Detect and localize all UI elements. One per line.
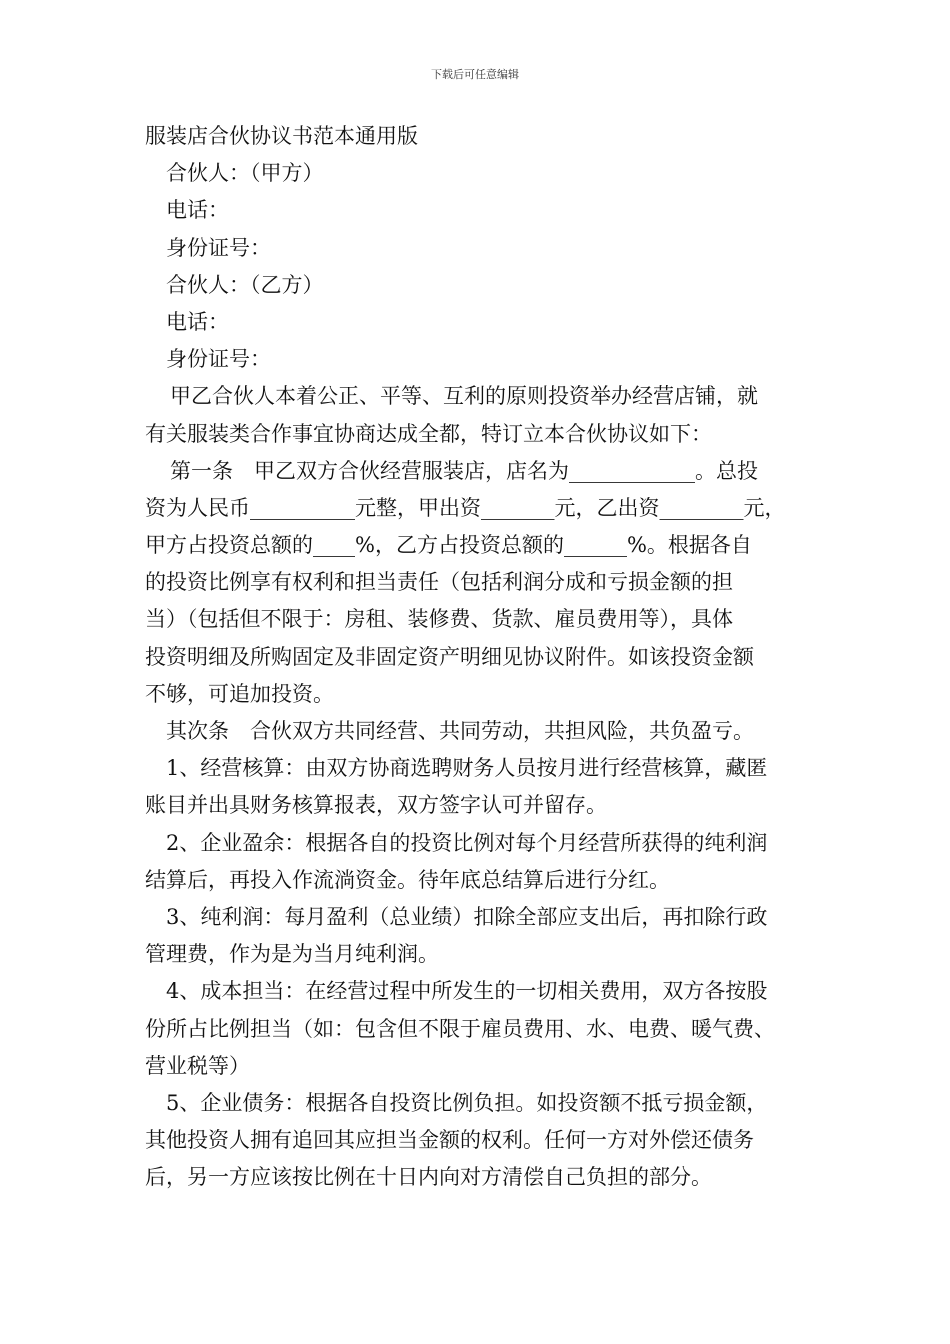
- article-1-line: 当）（包括但不限于：房租、装修费、货款、雇员费用等），具体: [145, 607, 733, 632]
- partner-b-label: 合伙人：（乙方）: [166, 272, 324, 297]
- partner-a-phone: 电话：: [166, 198, 229, 223]
- document-title: 服装店合伙协议书范本通用版: [145, 124, 418, 148]
- article-1-line: 投资明细及所购固定及非固定资产明细见协议附件。如该投资金额: [145, 644, 754, 669]
- partner-b-id: 身份证号：: [166, 347, 271, 372]
- document-body: [145, 118, 825, 1196]
- clause-5-line: 后，另一方应该按比例在十日内向对方清偿自己负担的部分。: [145, 1165, 712, 1190]
- partner-a-id: 身份证号：: [166, 235, 271, 260]
- partner-b-phone: 电话：: [166, 309, 229, 334]
- paragraph-line: 有关服装类合作事宜协商达成全都，特订立本合伙协议如下：: [145, 421, 712, 446]
- clause-1-line: 账目并出具财务核算报表，双方签字认可并留存。: [145, 793, 607, 818]
- clause-4-line: 营业税等）: [145, 1053, 250, 1078]
- clause-5-line: 其他投资人拥有追回其应担当金额的权利。任何一方对外偿还债务: [145, 1128, 754, 1153]
- clause-2-line: 2、企业盈余：根据各自的投资比例对每个月经营所获得的纯利润: [166, 830, 768, 855]
- clause-3-line: 3、纯利润：每月盈利（总业绩）扣除全部应支出后，再扣除行政: [166, 904, 768, 929]
- paragraph-line: 甲乙合伙人本着公正、平等、互利的原则投资举办经营店铺，就: [170, 384, 758, 409]
- article-1-line: 第一条 甲乙双方合伙经营服装店，店名为____________。总投: [170, 458, 758, 483]
- clause-2-line: 结算后，再投入作流淌资金。待年底总结算后进行分红。: [145, 867, 670, 892]
- article-2-line: 其次条 合伙双方共同经营、共同劳动，共担风险，共负盈亏。: [166, 719, 754, 743]
- clause-4-line: 份所占比例担当（如：包含但不限于雇员费用、水、电费、暖气费、: [145, 1016, 775, 1041]
- partner-a-label: 合伙人：（甲方）: [166, 161, 324, 186]
- article-1-line: 资为人民币__________元整，甲出资_______元，乙出资________元，: [145, 495, 786, 520]
- article-1-line: 不够，可追加投资。: [145, 681, 334, 706]
- article-1-line: 的投资比例享有权利和担当责任（包括利润分成和亏损金额的担: [145, 570, 733, 595]
- page-header-note: 下载后可任意编辑: [431, 68, 519, 81]
- clause-1-line: 1、经营核算：由双方协商选聘财务人员按月进行经营核算，藏匿: [166, 756, 768, 781]
- clause-4-line: 4、成本担当：在经营过程中所发生的一切相关费用，双方各按股: [166, 979, 768, 1004]
- clause-3-line: 管理费，作为是为当月纯利润。: [145, 942, 439, 967]
- clause-5-line: 5、企业债务：根据各自投资比例负担。如投资额不抵亏损金额，: [166, 1090, 768, 1115]
- article-1-line: 甲方占投资总额的____%，乙方占投资总额的______%。根据各自: [145, 533, 752, 558]
